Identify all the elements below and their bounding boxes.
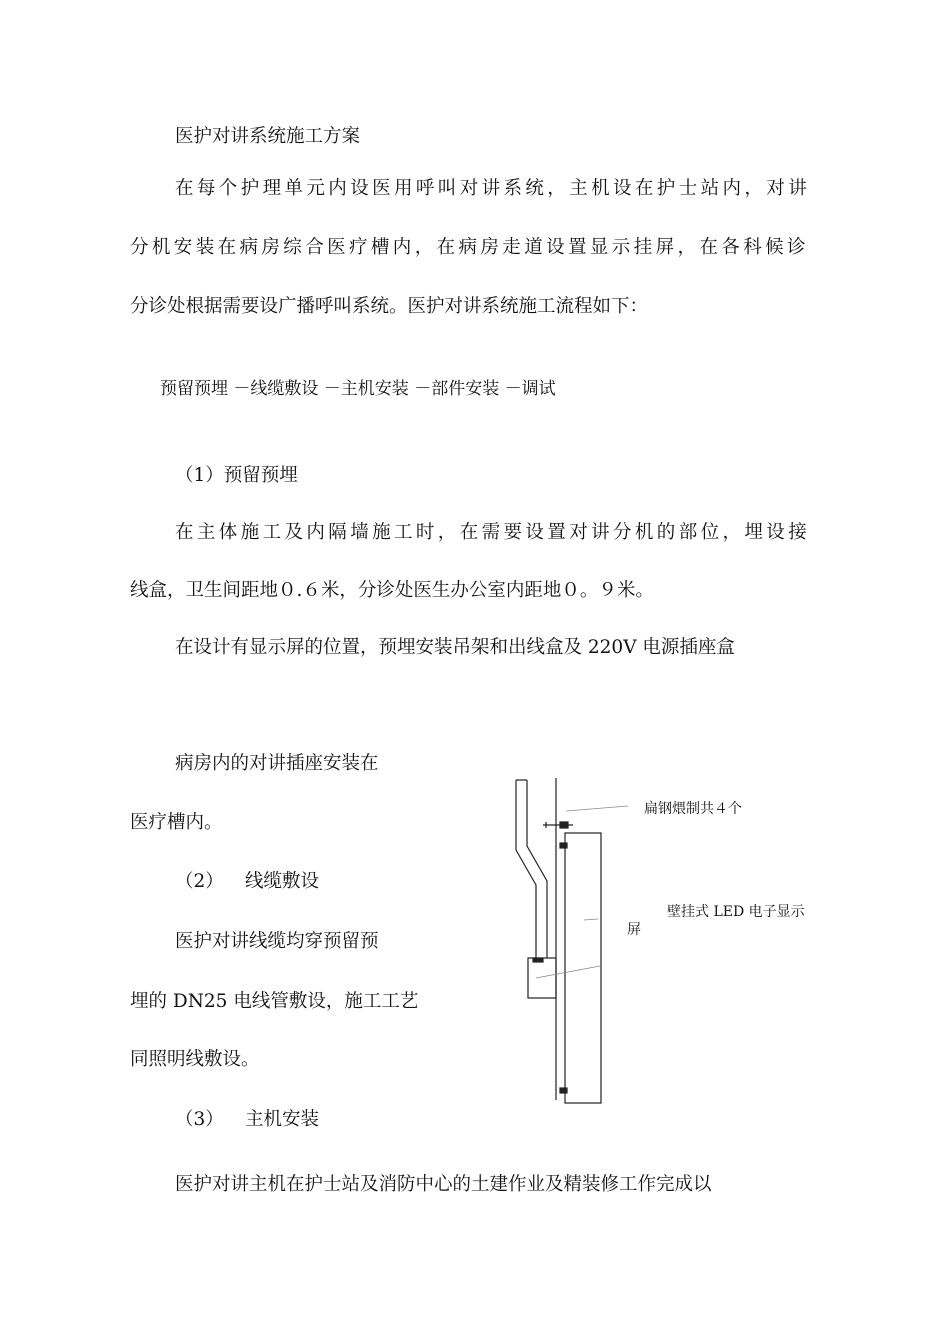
section1-p2: 在设计有显示屏的位置，预埋安装吊架和出线盒及 220V 电源插座盒 <box>175 637 735 658</box>
label-bracket: 扁钢煨制共４个 <box>644 801 742 817</box>
label-screen: 壁挂式 LED 电子显示 <box>667 904 805 920</box>
leader-line-box <box>536 966 600 978</box>
section1-p1-line-2: 线盒，卫生间距地０.６米，分诊处医生办公室内距地０。９米。 <box>130 580 654 601</box>
section3-heading-text: 主机安装 <box>245 1109 320 1130</box>
leader-line-screen <box>584 919 598 920</box>
section1-p1-line-1: 在主体施工及内隔墙施工时，在需要设置对讲分机的部位，埋设接 <box>175 522 811 543</box>
led-screen <box>565 833 601 1103</box>
section2-heading-text: 线缆敷设 <box>245 871 320 892</box>
section1-p3-line-2: 医疗槽内。 <box>130 812 223 833</box>
section2-p-line-2: 埋的 DN25 电线管敷设，施工工艺 <box>130 991 419 1012</box>
section3-p-line-1: 医护对讲主机在护士站及消防中心的土建作业及精装修工作完成以 <box>175 1174 712 1195</box>
section3-heading-number: （3） <box>175 1109 224 1130</box>
section1-p3-line-1: 病房内的对讲插座安装在 <box>175 753 379 774</box>
intro-line-2: 分机安装在病房综合医疗槽内，在病房走道设置显示挂屏，在各科候诊 <box>130 237 809 258</box>
process-flow: 预留预埋 －线缆敷设 －主机安装 －部件安装 －调试 <box>160 379 556 399</box>
conduit-pipe <box>516 780 547 958</box>
doc-title: 医护对讲系统施工方案 <box>175 126 361 147</box>
leader-line-bracket <box>566 806 628 811</box>
section2-p-line-1: 医护对讲线缆均穿预留预 <box>175 931 379 952</box>
section1-heading: （1）预留预埋 <box>175 465 298 486</box>
label-screen-wrap: 屏 <box>627 922 641 938</box>
section2-heading-number: （2） <box>175 871 224 892</box>
intro-line-3: 分诊处根据需要设广播呼叫系统。医护对讲系统施工流程如下： <box>130 296 649 317</box>
section2-p-line-3: 同照明线敷设。 <box>130 1049 260 1070</box>
intro-line-1: 在每个护理单元内设医用呼叫对讲系统，主机设在护士站内，对讲 <box>175 178 811 199</box>
junction-box <box>528 958 556 998</box>
